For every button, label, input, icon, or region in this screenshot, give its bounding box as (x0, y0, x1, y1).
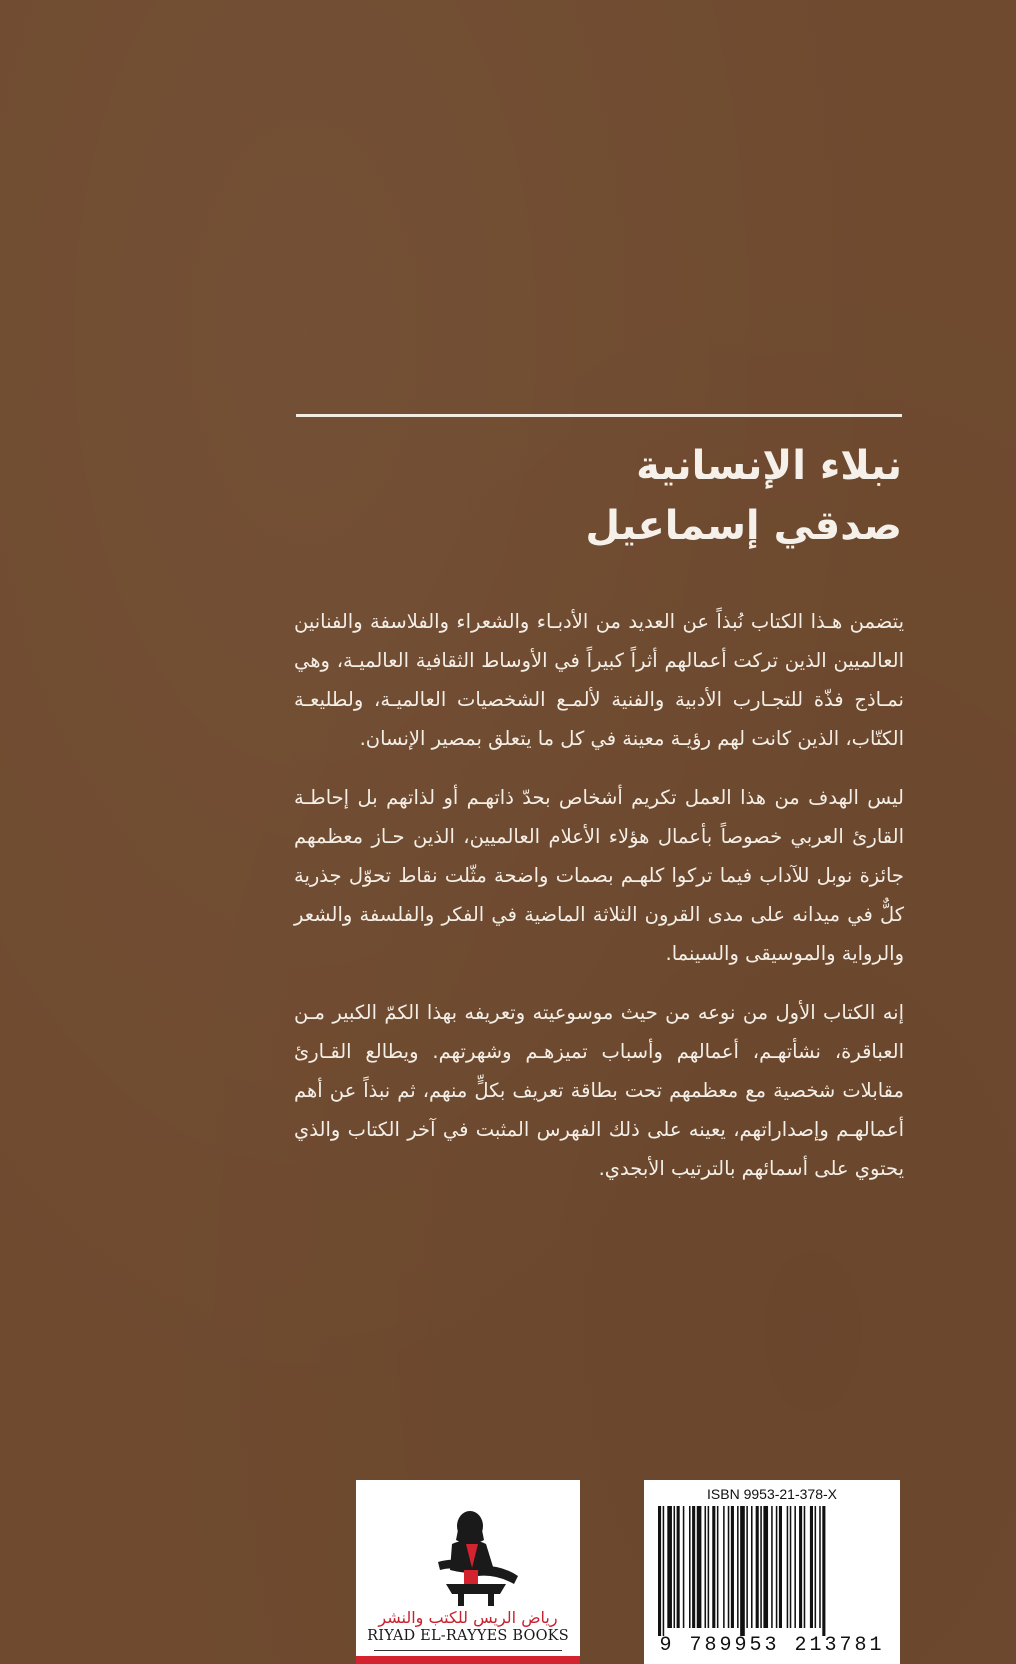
isbn-label: ISBN 9953-21-378-X (707, 1486, 837, 1502)
barcode-number: 9 789953 213781 (659, 1634, 885, 1657)
book-title: نبلاء الإنسانية (636, 443, 902, 489)
blurb-paragraph: يتضمن هـذا الكتاب نُبذاً عن العديد من الأدبـاء والشعراء والفلاسفة والفنانين العالميين الذين تركت أعمالهم أثراً كبيراً في الأوساط الثقافية العالميـة، وهي نمـاذج فذّة للتجـارب الأدبية والفنية لألمـع الشخصيات العالميـة، ولطليعـة الكتّاب، الذين كانت لهم رؤيـة معينة في كل ما يتعلق بمصير الإنسان. (294, 610, 904, 750)
title-block (296, 440, 902, 552)
publisher-red-band (356, 1656, 580, 1664)
book-author: صدقي إسماعيل (585, 503, 902, 549)
seated-figure-logo-icon (418, 1500, 528, 1610)
barcode-icon (658, 1506, 886, 1636)
barcode-box (644, 1480, 900, 1664)
publisher-logo-box (356, 1480, 580, 1664)
publisher-divider (374, 1650, 562, 1651)
book-blurb (294, 602, 904, 1208)
publisher-name-english: RIYAD EL-RAYYES BOOKS (367, 1628, 569, 1644)
publisher-name-arabic: رياض الريس للكتب والنشر (378, 1608, 558, 1627)
blurb-paragraph: ليس الهدف من هذا العمل تكريم أشخاص بحدّ ذاتهـم أو لذاتهم بل إحاطـة القارئ العربي خصوصاً بأعمال هؤلاء الأعلام العالميين، الذين حـاز معظمهم جائزة نوبل للآداب فيما تركوا كلهـم بصمات واضحة مثّلت نقاط تحوّل جذرية كلٌّ في ميدانه على مدى القرون الثلاثة الماضية في الفكر والفلسفة والشعر والرواية والموسيقى والسينما. (294, 786, 904, 965)
blurb-paragraph: إنه الكتاب الأول من نوعه من حيث موسوعيته وتعريفه بهذا الكمّ الكبير مـن العباقرة، نشأتهـم، أعمالهم وأسباب تميزهـم وشهرتهم. ويطالع القـارئ مقابلات شخصية مع معظمهم تحت بطاقة تعريف بكلٍّ منهم، ثم نبذاً عن أهم أعمالهـم وإصداراتهم، يعينه على ذلك الفهرس المثبت في آخر الكتاب والذي يحتوي على أسمائهم بالترتيب الأبجدي. (294, 1001, 904, 1180)
title-divider (296, 414, 902, 417)
